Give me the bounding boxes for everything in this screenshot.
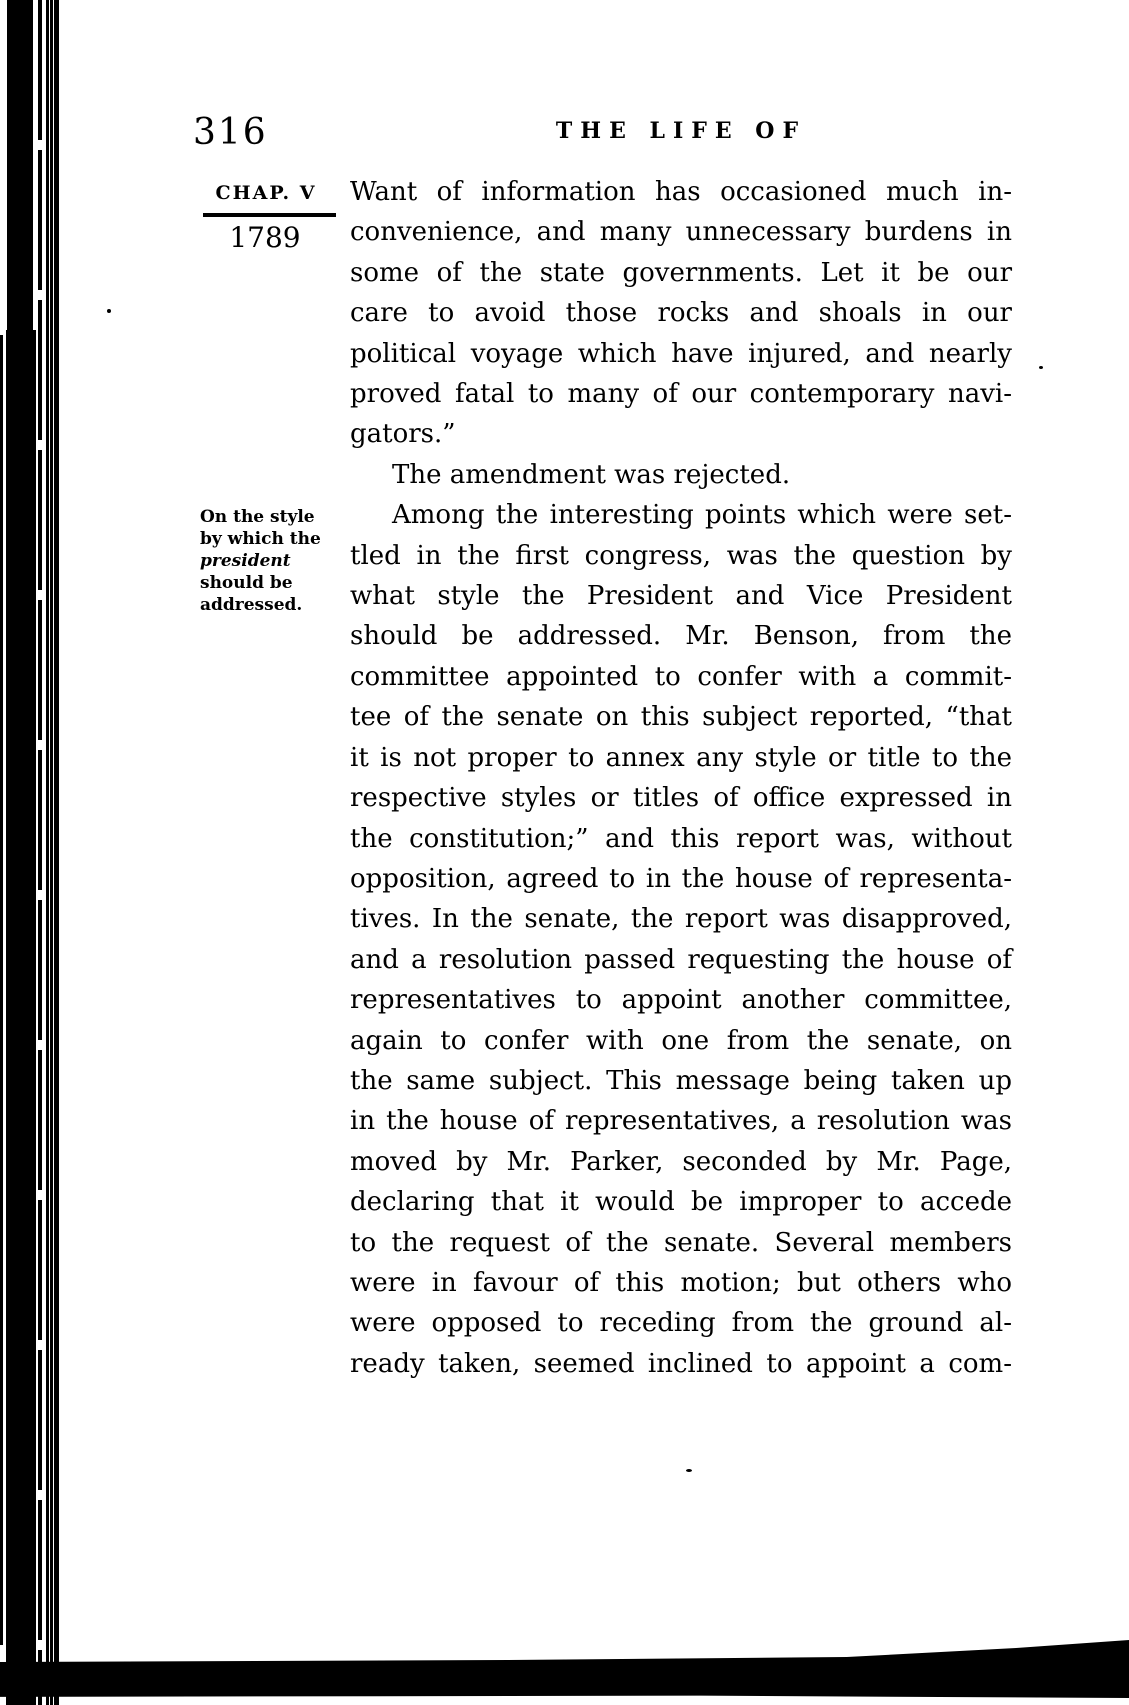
body-line: were opposed to receding from the ground al- (350, 1308, 1012, 1339)
page-number: 316 (193, 112, 268, 153)
body-line: to the request of the senate. Several members (350, 1227, 1012, 1258)
scan-gutter-line (38, 0, 42, 1705)
ink-speck (686, 1469, 692, 1472)
body-line: Want of information has occasioned much in- (350, 177, 1012, 207)
body-line: committee appointed to confer with a commit- (350, 661, 1012, 692)
body-line: tled in the first congress, was the question by (350, 540, 1012, 571)
sidenote (200, 506, 340, 616)
body-line: care to avoid those rocks and shoals in our (350, 298, 1012, 329)
body-line: it is not proper to annex any style or title to the (350, 742, 1012, 773)
body-line: political voyage which have injured, and nearly (350, 338, 1012, 369)
sidenote-line: addressed. (200, 595, 303, 615)
scan-bottom-bar (0, 1640, 1129, 1698)
body-line: some of the state governments. Let it be our (350, 257, 1012, 288)
sidenote-line: by which the (200, 529, 321, 549)
body-line: The amendment was rejected. (392, 459, 791, 490)
body-line: declaring that it would be improper to accede (350, 1187, 1012, 1218)
body-line: representatives to appoint another committee, (350, 985, 1012, 1016)
ink-speck (1039, 366, 1043, 369)
sidenote-line: should be (200, 573, 293, 593)
body-line: the same subject. This message being taken up (350, 1065, 1012, 1096)
running-header: THE LIFE OF (555, 118, 807, 144)
body-line: Among the interesting points which were set- (392, 500, 1012, 531)
scan-gutter-lines (46, 0, 59, 1705)
body-line: what style the President and Vice President (350, 581, 1012, 612)
body-line: convenience, and many unnecessary burdens in (350, 217, 1012, 248)
sidenote-line: president (200, 551, 291, 571)
body-line: tee of the senate on this subject reported, “that (350, 702, 1012, 733)
body-line: and a resolution passed requesting the house of (350, 944, 1012, 975)
ink-speck (107, 309, 111, 313)
chapter-label: CHAP. V (215, 182, 317, 204)
body-line: in the house of representatives, a resolution was (350, 1106, 1012, 1137)
body-text (350, 172, 1012, 1384)
chapter-rule (203, 213, 336, 217)
body-line: proved fatal to many of our contemporary navi- (350, 379, 1012, 410)
body-line: the constitution;” and this report was, without (350, 823, 1012, 854)
body-line: respective styles or titles of office expressed in (350, 783, 1012, 814)
scan-gutter-bar (6, 330, 36, 1705)
body-line: should be addressed. Mr. Benson, from the (350, 621, 1012, 652)
body-line: moved by Mr. Parker, seconded by Mr. Page, (350, 1146, 1012, 1177)
sidenote-line: On the style (200, 507, 315, 527)
body-line: again to confer with one from the senate, on (350, 1025, 1012, 1056)
body-line: opposition, agreed to in the house of representa- (350, 863, 1012, 894)
body-line: were in favour of this motion; but others who (350, 1267, 1012, 1298)
body-line: gators.” (350, 419, 456, 450)
scan-gutter-edge-line (0, 335, 3, 1645)
body-line: ready taken, seemed inclined to appoint a com- (350, 1348, 1012, 1379)
year-label: 1789 (229, 221, 301, 254)
body-line: tives. In the senate, the report was disapproved, (350, 904, 1012, 935)
